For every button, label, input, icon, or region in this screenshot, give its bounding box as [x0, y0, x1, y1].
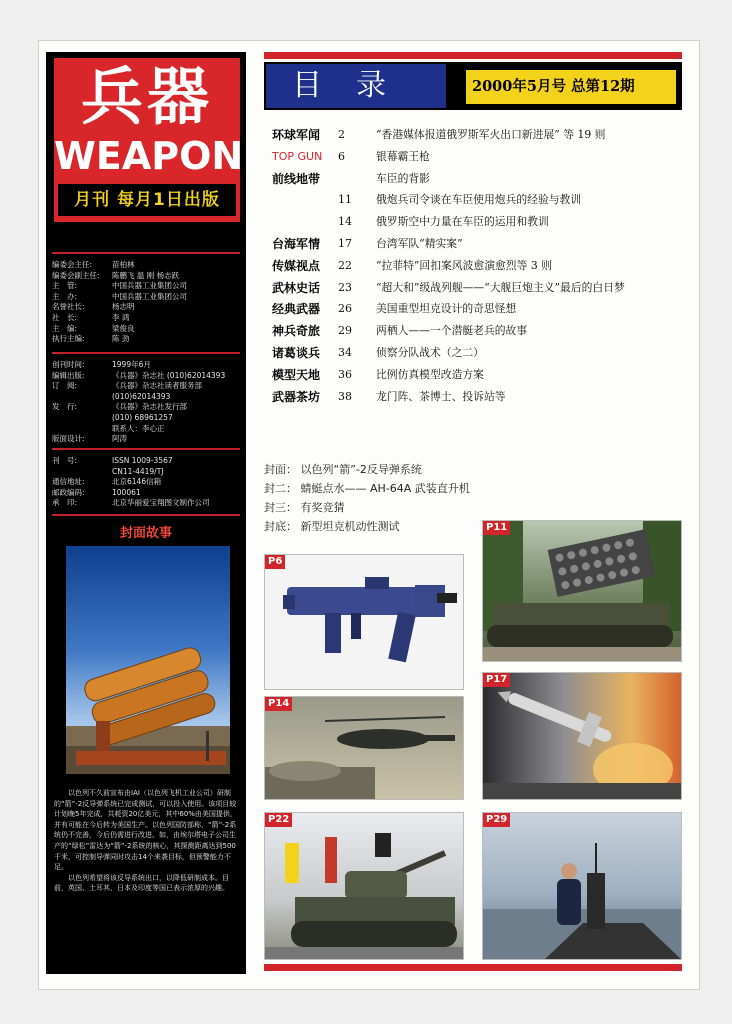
- toc-page-number: 6: [338, 149, 345, 163]
- divider: [52, 252, 240, 254]
- toc-article-title: 俄炮兵司令谈在车臣使用炮兵的经验与教训: [376, 193, 582, 207]
- toc-entry[interactable]: [266, 277, 686, 299]
- masthead-label: 名誉社长:: [52, 302, 85, 312]
- toc-entry[interactable]: [266, 168, 686, 190]
- masthead-label: 创刊时间:: [52, 360, 85, 369]
- toc-article-title: 台湾军队“精实案”: [376, 236, 463, 250]
- toc-section: 环球军闻: [272, 128, 321, 142]
- masthead-value: 中国兵器工业集团公司: [112, 291, 187, 301]
- toc-section: 台海军情: [272, 236, 321, 251]
- masthead-label: [52, 413, 112, 424]
- cover-story-heading: 封面故事: [119, 526, 172, 541]
- masthead-value: 100061: [112, 487, 141, 497]
- masthead-label: 主 编:: [52, 323, 78, 333]
- cover-item: 封面： 以色列“箭”-2反导弹系统: [264, 463, 422, 476]
- masthead-label: 编委会副主任:: [52, 270, 100, 280]
- toc-section: 武器茶坊: [272, 389, 321, 404]
- masthead-value: 1999年6月: [112, 360, 151, 369]
- logo-chinese: 兵器: [80, 60, 213, 133]
- tank-illustration: [265, 813, 464, 960]
- submachine-gun-illustration: [265, 555, 464, 690]
- photo-p6: [264, 554, 464, 690]
- toc-article-title: 比例仿真模型改造方案: [376, 367, 484, 381]
- masthead-row: [52, 467, 242, 478]
- logo-subtitle: 月刊 每月1日出版: [58, 184, 236, 216]
- masthead-row: [52, 477, 242, 488]
- masthead-row: [52, 281, 242, 292]
- masthead-row: [52, 392, 242, 403]
- masthead-value: (010)62014393: [112, 391, 171, 401]
- masthead-label: 执行主编:: [52, 334, 85, 344]
- toc-article-title: 两栖人——一个潜艇老兵的故事: [376, 324, 528, 338]
- masthead-value: 苗柏林: [112, 260, 135, 269]
- toc-section: 经典武器: [272, 302, 321, 317]
- toc-entry[interactable]: [266, 255, 686, 277]
- toc-section: 前线地带: [272, 171, 321, 186]
- toc-article-title: “香港媒体报道俄罗斯军火出口新进展” 等 19 则: [376, 128, 606, 141]
- toc-entry[interactable]: [266, 233, 686, 255]
- masthead-row: [52, 488, 242, 499]
- photo-tag: P22: [265, 813, 292, 827]
- photo-tag: P11: [483, 521, 510, 535]
- toc-entry[interactable]: [266, 298, 686, 320]
- toc-section: 诸葛谈兵: [272, 345, 321, 360]
- toc-entry[interactable]: [266, 320, 686, 342]
- cover-item: 封三： 有奖竞猜: [264, 501, 345, 514]
- logo-english: WEAPON: [54, 134, 244, 178]
- masthead-row: [52, 413, 242, 424]
- toc-article-title: 龙门阵、茶博士、投诉站等: [376, 389, 506, 403]
- issn-info: [52, 456, 242, 509]
- masthead-value: 陈 劲: [112, 334, 130, 344]
- bottom-red-bar: [264, 964, 682, 971]
- masthead-label: 刊 号:: [52, 456, 78, 465]
- toc-section: 传媒视点: [272, 258, 321, 273]
- toc-page-number: 22: [338, 258, 352, 272]
- masthead-label: 主 管:: [52, 281, 78, 291]
- masthead-row: [52, 498, 242, 509]
- divider: [52, 448, 240, 450]
- toc-entry[interactable]: [266, 124, 686, 146]
- masthead-label: 编辑出版:: [52, 370, 85, 380]
- toc-section: 武林史话: [272, 280, 321, 295]
- cover-item: 封二： 蜻蜓点水—— AH-64A 武装直升机: [264, 482, 470, 495]
- toc-section: TOP GUN: [272, 149, 323, 163]
- masthead-label: [52, 392, 112, 403]
- toc-article-title: 侦察分队战术（之二）: [376, 345, 484, 359]
- masthead-label: 承 印:: [52, 498, 78, 508]
- masthead-row: [52, 260, 242, 271]
- publish-info: [52, 360, 242, 445]
- masthead-label: 邮政编码:: [52, 487, 85, 497]
- logo: [54, 58, 244, 222]
- masthead-row: [52, 313, 242, 324]
- masthead-label: 编委会主任:: [52, 260, 93, 269]
- masthead-row: [52, 292, 242, 303]
- masthead-value: 陈鹏飞 温 刚 杨志跃: [112, 270, 180, 280]
- cover-story-paragraph: 以色列不久前宣布由IAI（以色列飞机工业公司）研制的“箭”-2反导弹系统已完成测试，可以投入使用。该项目较计划晚5年完成，共耗资20亿美元，其中60%由美国提供，并有可能在今后转为美国生产。以色列国防部称，“箭”-2系统仍不完善，今后仍需进行改进。如，由埃尔塔电子公司生产的“绿松”雷达为“箭”-2系统的核心，其探测距离达到500千米，可控制导弹同时攻击14个来袭目标，但预警能力不足。: [54, 789, 237, 872]
- toc-page-number: 2: [338, 128, 345, 141]
- masthead-label: [52, 467, 112, 478]
- toc-page-number: 23: [338, 280, 352, 294]
- masthead-row: [52, 334, 242, 345]
- masthead-column: [46, 52, 246, 974]
- toc-page-number: 38: [338, 389, 352, 403]
- masthead-value: 阿涛: [112, 434, 127, 444]
- masthead-label: 订 阅:: [52, 381, 78, 391]
- masthead-value: 杨志明: [112, 302, 135, 312]
- masthead-row: [52, 302, 242, 313]
- toc-article-title: 银幕霸王枪: [376, 149, 430, 163]
- masthead-row: [52, 371, 242, 382]
- toc-section: 神兵奇旅: [272, 324, 321, 339]
- toc-page-number: 14: [338, 215, 352, 229]
- missile-launch-illustration: [483, 673, 682, 800]
- masthead-value: 李 鸿: [112, 312, 130, 322]
- toc-article-title: 俄罗斯空中力量在车臣的运用和教训: [376, 215, 549, 229]
- masthead-row: [52, 324, 242, 335]
- masthead-value: 《兵器》杂志社发行部: [112, 402, 187, 412]
- photo-p11: [482, 520, 682, 662]
- toc-page-number: 11: [338, 193, 352, 207]
- masthead-value: 联系人：李心正: [112, 423, 165, 433]
- masthead-label: 主 办:: [52, 291, 78, 301]
- toc-title: 目录: [266, 64, 446, 108]
- toc-page-number: 36: [338, 367, 352, 381]
- staff-list: [52, 260, 242, 345]
- masthead-row: [52, 402, 242, 413]
- toc-entry[interactable]: [266, 189, 686, 211]
- masthead-row: [52, 434, 242, 445]
- toc-article-title: 美国重型坦克设计的奇思怪想: [376, 302, 517, 316]
- photo-tag: P14: [265, 697, 292, 711]
- toc-page-number: 17: [338, 236, 352, 250]
- masthead-row: [52, 456, 242, 467]
- masthead-label: [52, 424, 112, 435]
- masthead-value: CN11-4419/TJ: [112, 466, 164, 476]
- photo-p29: [482, 812, 682, 960]
- toc-entry[interactable]: [266, 146, 686, 168]
- submarine-sailor-illustration: [483, 813, 682, 960]
- helicopter-illustration: [265, 697, 464, 800]
- toc-page-number: 26: [338, 302, 352, 316]
- toc-page-number: 34: [338, 345, 352, 359]
- cover-story-text: [54, 788, 242, 894]
- masthead-label: 社 长:: [52, 312, 78, 322]
- toc-entry[interactable]: [266, 342, 686, 364]
- toc-article-title: 车臣的背影: [376, 171, 430, 185]
- photo-p22: [264, 812, 464, 960]
- divider: [52, 514, 240, 516]
- cover-item: 封底： 新型坦克机动性测试: [264, 520, 400, 533]
- masthead-value: 梁俊良: [112, 323, 135, 333]
- top-red-bar: [264, 52, 682, 59]
- photo-tag: P6: [265, 555, 285, 569]
- toc-entry[interactable]: [266, 211, 686, 233]
- masthead-row: [52, 381, 242, 392]
- cover-story-paragraph: 以色列希望将该反导系统出口，以降低研制成本。目前，英国、土耳其、日本及印度等国已表示浓厚的兴趣。: [54, 873, 229, 893]
- masthead-label: 通信地址:: [52, 477, 85, 487]
- masthead-label: 发 行:: [52, 402, 78, 412]
- masthead-label: 版面设计:: [52, 434, 85, 444]
- toc-entry[interactable]: [266, 364, 686, 386]
- masthead-value: 《兵器》杂志社 (010)62014393: [112, 370, 226, 380]
- masthead-row: [52, 360, 242, 371]
- missile-launcher-illustration: [66, 546, 230, 774]
- masthead-row: [52, 271, 242, 282]
- toc-article-title: “超大和”级战列舰——“大舰巨炮主义”最后的白日梦: [376, 280, 625, 294]
- table-of-contents: [266, 124, 686, 407]
- masthead-value: 中国兵器工业集团公司: [112, 281, 187, 291]
- toc-page-number: 29: [338, 324, 352, 338]
- masthead-row: [52, 424, 242, 435]
- toc-article-title: “拉菲特”回扣案风波愈演愈烈等 3 则: [376, 258, 552, 272]
- masthead-value: 北京华丽爱宝翔图文制作公司: [112, 498, 210, 508]
- photo-tag: P29: [483, 813, 510, 827]
- masthead-value: (010) 68961257: [112, 412, 173, 422]
- photo-p14: [264, 696, 464, 800]
- masthead-value: 北京6146信箱: [112, 477, 162, 487]
- masthead-value: 《兵器》杂志社读者服务部: [112, 381, 202, 391]
- masthead-value: ISSN 1009-3567: [112, 456, 173, 465]
- cover-story-photo: [66, 546, 230, 774]
- photo-p17: [482, 672, 682, 800]
- toc-entry[interactable]: [266, 386, 686, 408]
- divider: [52, 352, 240, 354]
- rocket-launcher-tank-illustration: [483, 521, 682, 662]
- issue-info: 2000年5月号 总第12期: [466, 70, 676, 104]
- toc-section: 模型天地: [272, 367, 321, 382]
- photo-tag: P17: [483, 673, 510, 687]
